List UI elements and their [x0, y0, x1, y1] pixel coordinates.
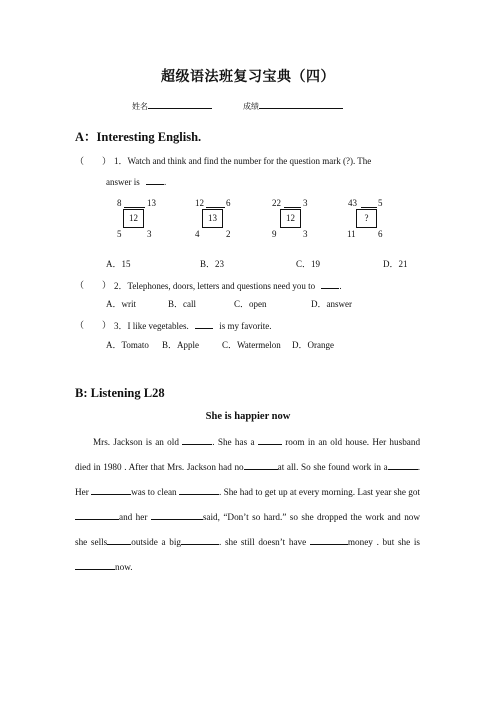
puzzle-3-top-right: 3: [303, 198, 308, 208]
story-text-8: and her: [119, 512, 148, 522]
story-blank-7[interactable]: [75, 509, 119, 520]
puzzle-4-top-line: [361, 207, 377, 208]
story-blank-10[interactable]: [181, 534, 219, 545]
q2-option-c[interactable]: C．open: [234, 299, 267, 309]
story-text-5: . Her: [75, 462, 420, 497]
score-field[interactable]: [243, 100, 343, 112]
story-text-10: outside a big: [131, 537, 181, 547]
q3-text: 3．I like vegetables.: [114, 321, 189, 331]
q3-answer-paren[interactable]: （ ）: [75, 320, 112, 330]
q1-option-d[interactable]: D．21: [383, 259, 408, 269]
q1-answer-label: answer is: [106, 177, 140, 187]
puzzle-3-center: 12: [280, 209, 301, 228]
story-text-4: at all. So she found work in a: [277, 462, 388, 472]
puzzle-4-center: ?: [356, 209, 377, 228]
q1-text-line2: [106, 174, 166, 187]
q2-answer-paren[interactable]: （ ）: [75, 280, 112, 290]
q1-option-a[interactable]: A．15: [106, 259, 131, 269]
story-text-7: . She had to get up at every morning. Last year she got: [218, 487, 421, 497]
story-blank-1[interactable]: [182, 434, 212, 445]
name-label: 姓名: [132, 102, 148, 111]
story-text-11: . she still doesn’t have: [218, 537, 307, 547]
puzzle-2-center: 13: [202, 209, 223, 228]
story-blank-4[interactable]: [388, 459, 418, 470]
q3-option-d[interactable]: D．Orange: [292, 340, 334, 350]
story-text-2: . She has a: [212, 437, 255, 447]
q1-answer-paren[interactable]: （ ）: [75, 156, 112, 166]
puzzle-1-bottom-left: 5: [117, 229, 122, 239]
story-text-6: was to clean: [131, 487, 177, 497]
story-text-3: room in an old house. Her husband died in 1980 . After that Mrs. Jackson had no: [75, 437, 421, 472]
q2-option-b[interactable]: B．call: [168, 299, 196, 309]
puzzle-1-top-right: 13: [147, 198, 156, 208]
q3-option-b[interactable]: B．Apple: [162, 340, 199, 350]
q3-option-c[interactable]: C．Watermelon: [222, 340, 281, 350]
puzzle-1-bottom-right: 3: [147, 229, 152, 239]
story-blank-12[interactable]: [75, 559, 115, 570]
story-text-1: Mrs. Jackson is an old: [93, 437, 179, 447]
q2-option-a[interactable]: A．writ: [106, 299, 136, 309]
story-blank-6[interactable]: [179, 484, 219, 495]
puzzle-2-bottom-left: 4: [195, 229, 200, 239]
puzzle-2-bottom-right: 2: [226, 229, 231, 239]
q1-period: .: [164, 177, 167, 187]
puzzle-3-bottom-left: 9: [272, 229, 277, 239]
section-a-heading: A：Interesting English.: [75, 130, 202, 144]
story-paragraph: [75, 430, 420, 580]
q1-text: 1．Watch and think and find the number for the question mark (?). The: [114, 156, 372, 166]
story-text-9: said, “Don’t so hard.” so she dropped the work and now she sells: [75, 512, 421, 547]
puzzle-3-top-line: [284, 207, 301, 208]
q3-line: [114, 318, 271, 332]
story-blank-2[interactable]: [258, 434, 282, 445]
puzzle-2-top-right: 6: [226, 198, 231, 208]
page-title: 超级语法班复习宝典（四）: [161, 69, 335, 85]
section-b-heading: B: Listening L28: [75, 386, 165, 400]
story-blank-3[interactable]: [244, 459, 278, 470]
name-field[interactable]: [132, 100, 212, 112]
puzzle-2-top-left: 12: [195, 198, 204, 208]
puzzle-3-top-left: 22: [272, 198, 281, 208]
story-text-13: now.: [115, 562, 133, 572]
score-label: 成绩: [243, 102, 259, 111]
q2-text: 2．Telephones, doors, letters and questions need you to: [114, 281, 316, 291]
story-blank-8[interactable]: [151, 509, 203, 520]
q2-blank[interactable]: [321, 278, 342, 291]
q2-option-d[interactable]: D．answer: [311, 299, 352, 309]
puzzle-1-top-left: 8: [117, 198, 122, 208]
puzzle-4-bottom-left: 11: [347, 229, 356, 239]
puzzle-4-top-right: 5: [378, 198, 383, 208]
q3-text-end: is my favorite.: [219, 321, 272, 331]
q1-option-c[interactable]: C．19: [296, 259, 321, 269]
puzzle-1-center: 12: [123, 209, 144, 228]
puzzle-4-top-left: 43: [348, 198, 357, 208]
story-blank-11[interactable]: [310, 534, 348, 545]
puzzle-2-top-line: [206, 207, 225, 208]
puzzle-3-bottom-right: 3: [303, 229, 308, 239]
puzzle-1-top-line: [124, 207, 145, 208]
q1-option-b[interactable]: B．23: [200, 259, 225, 269]
story-text-12: money . but she is: [347, 537, 420, 547]
q2-period: .: [339, 281, 342, 291]
story-blank-9[interactable]: [107, 534, 131, 545]
q3-option-a[interactable]: A．Tomato: [106, 340, 149, 350]
name-blank[interactable]: [148, 100, 212, 109]
puzzle-4-bottom-right: 6: [378, 229, 383, 239]
score-blank[interactable]: [259, 100, 343, 109]
q1-answer-blank[interactable]: [146, 174, 167, 187]
story-title: She is happier now: [205, 411, 291, 422]
story-blank-5[interactable]: [91, 484, 131, 495]
q2-line: [114, 278, 342, 292]
q3-blank[interactable]: [195, 318, 213, 329]
